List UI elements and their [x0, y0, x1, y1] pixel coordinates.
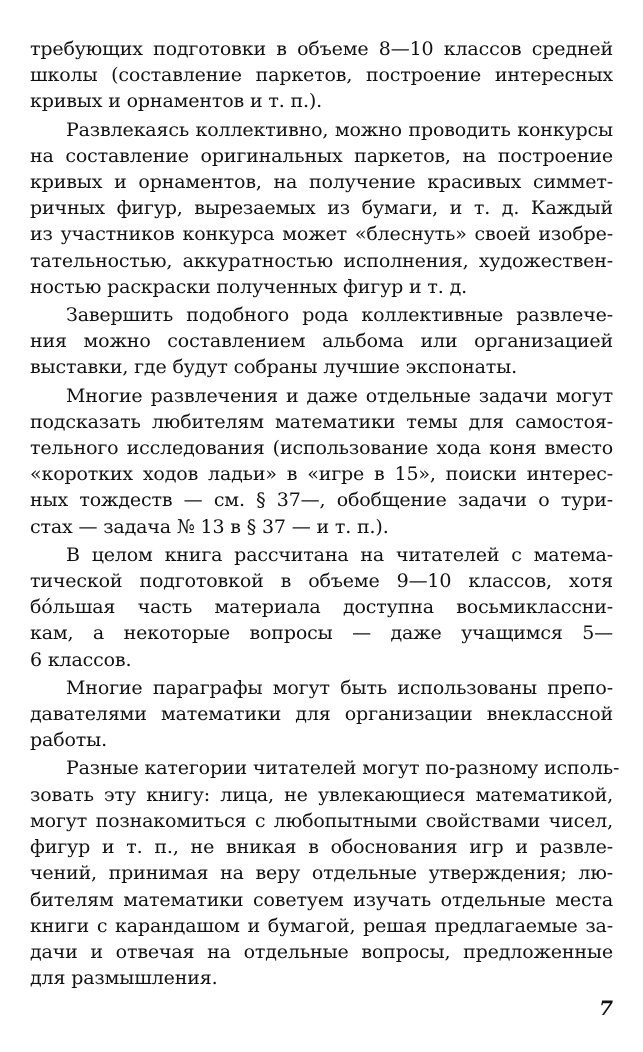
- paragraph: [30, 302, 613, 381]
- text-line: Завершить подобного рода коллективные развлече-: [66, 304, 613, 327]
- paragraph: [30, 117, 613, 300]
- text-line: дачи и отвечая на отдельные вопросы, предложенные: [30, 940, 613, 963]
- text-line: В целом книга рассчитана на читателей с матема-: [66, 543, 613, 566]
- text-line: школы (составление паркетов, построение интересных: [30, 64, 613, 87]
- text-line: книги с карандашом и бумагой, решая предлагаемые за-: [30, 914, 613, 937]
- text-body: [30, 36, 620, 991]
- text-line: ния можно составлением альбома или организацией: [30, 330, 613, 353]
- text-line: фигур и т. п., не вникая в обоснования игр и развле-: [30, 836, 613, 859]
- text-line: требующих подготовки в объеме 8—10 классов средней: [30, 38, 613, 60]
- paragraph: [30, 755, 620, 991]
- text-line: для размышления.: [30, 967, 218, 990]
- text-line: могут познакомиться с любопытными свойствами чисел,: [30, 809, 613, 832]
- text-line: 6 классов.: [30, 648, 132, 671]
- paragraph: [30, 675, 613, 754]
- text-line: давателями математики для организации внеклассной: [30, 703, 613, 726]
- text-line: Многие развлечения и даже отдельные задачи могут: [66, 384, 613, 407]
- page-number: 7: [599, 996, 613, 1020]
- text-line: чений, принимая на веру отдельные утверждения; лю-: [30, 862, 613, 885]
- text-line: тательностью, аккуратностью исполнения, художествен-: [30, 249, 613, 272]
- text-line: бóльшая часть материала доступна восьмиклассни-: [30, 596, 613, 619]
- text-line: кривых и орнаментов, на получение красивых симмет-: [30, 171, 613, 194]
- text-line: Многие параграфы могут быть использованы препо-: [66, 676, 613, 699]
- text-line: зовать эту книгу: лица, не увлекающиеся математикой,: [30, 783, 613, 806]
- paragraph: [30, 36, 613, 115]
- text-line: ных тождеств — см. § 37—, обобщение задачи о тури-: [30, 489, 613, 512]
- text-line: Разные категории читателей могут по-разному исполь-: [66, 757, 620, 780]
- text-line: выставки, где будут собраны лучшие экспонаты.: [30, 356, 518, 379]
- text-line: тической подготовкой в объеме 9—10 классов, хотя: [30, 570, 613, 593]
- text-line: из участников конкурса может «блеснуть» своей изобре-: [30, 223, 613, 246]
- text-line: «коротких ходов ладьи» в «игре в 15», поиски интерес-: [30, 463, 613, 486]
- text-line: ностью раскраски полученных фигур и т. д.: [30, 275, 468, 298]
- text-line: тельного исследования (использование хода коня вместо: [30, 437, 613, 460]
- text-line: Развлекаясь коллективно, можно проводить конкурсы: [66, 118, 613, 141]
- text-line: подсказать любителям математики темы для самостоя-: [30, 410, 613, 433]
- paragraph: [30, 383, 613, 540]
- paragraph: [30, 542, 613, 673]
- text-line: кам, а некоторые вопросы — даже учащимся 5—: [30, 622, 613, 645]
- text-line: работы.: [30, 729, 107, 752]
- text-line: на составление оригинальных паркетов, на построение: [30, 144, 613, 167]
- text-line: бителям математики советуем изучать отдельные места: [30, 888, 613, 911]
- text-line: кривых и орнаментов и т. п.).: [30, 90, 323, 113]
- text-line: ричных фигур, вырезаемых из бумаги, и т. д. Каждый: [30, 197, 613, 220]
- text-line: стах — задача № 13 в § 37 — и т. п.).: [30, 515, 389, 538]
